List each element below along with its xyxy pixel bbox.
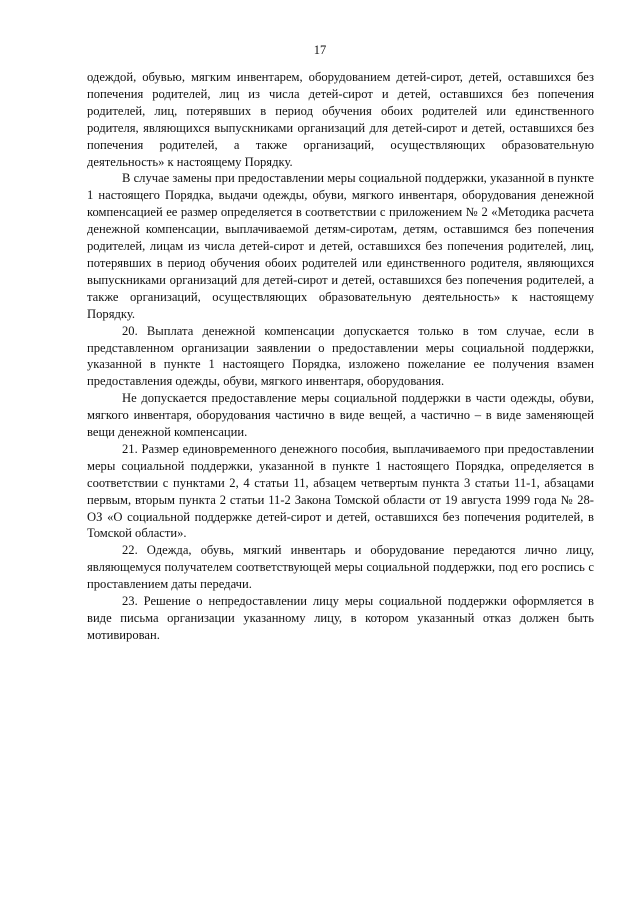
paragraph-item-21: 21. Размер единовременного денежного пособия, выплачиваемого при предоставлении меры социальной поддержки, указанной в пункте 1 настоящего Порядка, определяется в соответствии с пунктами 2, 4 статьи 11, абзацем четвертым пункта 3 статьи 11-1, абзацами первым, вторым пункта 2 статьи 11-2 Закона Томской области от 19 августа 1999 года № 28-ОЗ «О социальной поддержке детей-сирот и детей, оставшихся без попечения родителей, в Томской области». xyxy=(87,441,594,541)
page-number: 17 xyxy=(313,43,327,57)
paragraph-partial-prohibition: Не допускается предоставление меры социальной поддержки в части одежды, обуви, мягкого инвентаря, оборудования частично в виде вещей, а частично – в виде заменяющей вещи денежной компенсации. xyxy=(87,391,594,440)
paragraph-item-22: 22. Одежда, обувь, мягкий инвентарь и оборудование передаются лично лицу, являющемуся получателем соответствующей меры социальной поддержки, под его роспись с проставлением даты передачи. xyxy=(87,543,594,592)
paragraph-continuation: одеждой, обувью, мягким инвентарем, оборудованием детей-сирот, детей, оставшихся без попечения родителей, лиц из числа детей-сирот и детей, оставшихся без попечения родителей, лиц, потерявших в период обучения обоих родителей или единственного родителя, являющихся выпускниками организаций для детей-сирот и детей, оставшихся без попечения родителей, а также организаций, осуществляющих образовательную деятельность» к настоящему Порядку. xyxy=(87,70,594,169)
paragraph-item-20: 20. Выплата денежной компенсации допускается только в том случае, если в представленном организации заявлении о предоставлении меры социальной поддержки, указанной в пункте 1 настоящего Порядка, изложено пожелание ее получения взамен предоставления одежды, обуви, мягкого инвентаря, оборудования. xyxy=(87,323,594,389)
paragraph-compensation-replacement: В случае замены при предоставлении меры социальной поддержки, указанной в пункте 1 настоящего Порядка, выдачи одежды, обуви, мягкого инвентаря, оборудования денежной компенсацией ее размер определяется в соответствии с приложением № 2 «Методика расчета денежной компенсации, выплачиваемой детям-сиротам, детям, оставшимся без попечения родителей, лицам из числа детей-сирот и детей, оставшихся без попечения родителей, лиц, потерявших в период обучения обоих родителей или единственного родителя, являющихся выпускниками организаций для детей-сирот и детей, оставшихся без попечения родителей, а также организаций, осуществляющих образовательную деятельность» к настоящему Порядку. xyxy=(87,171,594,321)
paragraph-item-23: 23. Решение о непредоставлении лицу меры социальной поддержки оформляется в виде письма организации указанному лицу, в котором указанный отказ должен быть мотивирован. xyxy=(87,594,594,642)
document-body xyxy=(87,69,594,644)
